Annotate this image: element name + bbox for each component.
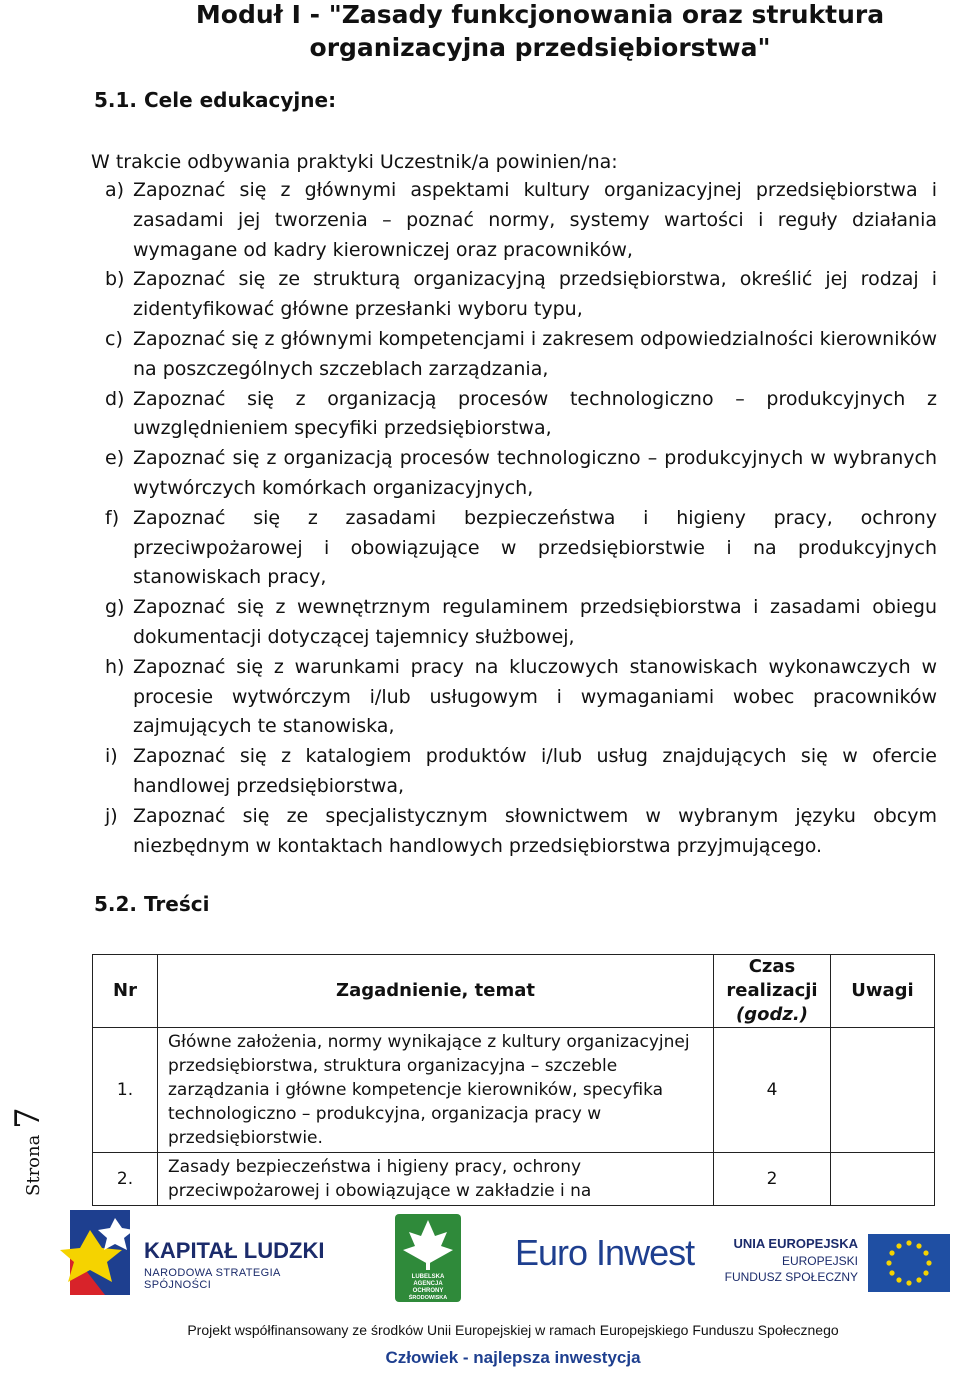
table-row (93, 1153, 935, 1206)
list-item-text: Zapoznać się z głównymi aspektami kultury organizacyjnej przedsiębiorstwa i zasadami jej tworzenia – poznać normy, systemy wartości i reguły działania wymagane od kadry kierowniczej oraz pracowników, (133, 179, 937, 261)
column-header-notes: Uwagi (831, 955, 935, 1028)
column-header-time-line-3: (godz.) (736, 1004, 808, 1025)
list-item-text: Zapoznać się z zasadami bezpieczeństwa i higieny pracy, ochrony przeciwpożarowej i obowiązujące w przedsiębiorstwie i na produkcyjnych stanowiskach pracy, (133, 506, 937, 589)
svg-text:LUBELSKA: LUBELSKA (411, 1274, 445, 1280)
list-item-text: Zapoznać się z wewnętrznym regulaminem przedsiębiorstwa i zasadami obiegu dokumentacji dotyczącej tajemnicy służbowej, (133, 596, 937, 648)
table-row (93, 1028, 935, 1153)
list-item-label: b) (105, 268, 125, 291)
list-item (91, 385, 937, 445)
list-item (91, 802, 937, 862)
intro-text: W trakcie odbywania praktyki Uczestnik/a powinien/na: (91, 151, 618, 173)
table-cell-hours: 2 (714, 1153, 831, 1206)
euro-inwest-logo: Euro Inwest (515, 1232, 695, 1273)
column-header-time (714, 955, 831, 1028)
page-number-label: Strona (23, 1134, 44, 1196)
page-title (120, 0, 960, 64)
list-item (91, 593, 937, 653)
list-item (91, 444, 937, 504)
column-header-time-line-1: Czas (748, 956, 796, 977)
table-cell-notes (831, 1028, 935, 1153)
content-table (92, 954, 935, 1206)
svg-text:OCHRONY: OCHRONY (412, 1288, 444, 1294)
table-cell-nr: 1. (93, 1028, 158, 1153)
list-item-text: Zapoznać się z katalogiem produktów i/lub usług znajdujących się w ofercie handlowej przedsiębiorstwa, (133, 745, 937, 797)
column-header-time-line-2: realizacji (726, 980, 818, 1001)
list-item-label: a) (105, 179, 125, 201)
list-item-text: Zapoznać się z organizacją procesów technologiczno – produkcyjnych z uwzględnieniem specyfiki przedsiębiorstwa, (133, 387, 937, 440)
eu-logo-line-2: EUROPEJSKI (781, 1254, 858, 1268)
list-item-text: Zapoznać się z głównymi kompetencjami i zakresem odpowiedzialności kierowników na poszczególnych szczeblach zarządzania, (133, 327, 937, 380)
svg-text:ŚRODOWISKA: ŚRODOWISKA (408, 1295, 448, 1301)
footer-cofinancing-note: Projekt współfinansowany ze środków Unii Europejskiej w ramach Europejskiego Funduszu Społecznego (187, 1322, 839, 1338)
column-header-topic: Zagadnienie, temat (158, 955, 714, 1028)
list-item-label: h) (105, 655, 125, 678)
table-header-row (93, 955, 935, 1028)
list-item-label: e) (105, 447, 125, 470)
objectives-list (91, 176, 937, 861)
list-item-label: i) (105, 745, 118, 768)
kapital-ludzki-subtitle: NARODOWA STRATEGIA SPÓJNOŚCI (144, 1267, 281, 1291)
list-item (91, 325, 937, 385)
sponsor-logos (60, 1210, 950, 1305)
kapital-ludzki-title: KAPITAŁ LUDZKI (144, 1238, 325, 1263)
table-cell-topic: Główne założenia, normy wynikające z kultury organizacyjnej przedsiębiorstwa, struktura organizacyjna – szczeble zarządzania i główne kompetencje kierowników, specyfika technologiczno – produkcyjna, organizacja pracy w przedsiębiorstwie. (158, 1028, 714, 1153)
eu-logo-line-1: UNIA EUROPEJSKA (733, 1236, 858, 1251)
list-item-label: f) (105, 506, 120, 529)
list-item-label: g) (105, 596, 125, 619)
list-item-text: Zapoznać się ze strukturą organizacyjną przedsiębiorstwa, określić jej rodzaj i zidentyfikować główne przesłanki wyboru typu, (133, 268, 937, 321)
table-cell-nr: 2. (93, 1153, 158, 1206)
eu-flag-icon (868, 1234, 950, 1292)
list-item (91, 265, 937, 325)
section-heading-tresci: 5.2. Treści (94, 892, 210, 916)
list-item (91, 504, 937, 593)
table-cell-hours: 4 (714, 1028, 831, 1153)
list-item (91, 742, 937, 802)
list-item-text: Zapoznać się ze specjalistycznym słownictwem w wybranym języku obcym niezbędnym w kontaktach handlowych przedsiębiorstwa przyjmującego. (133, 804, 937, 857)
page-number-value: 7 (8, 1107, 48, 1129)
svg-text:AGENCJA: AGENCJA (413, 1281, 443, 1287)
list-item-text: Zapoznać się z organizacją procesów technologiczno – produkcyjnych w wybranych wytwórczych komórkach organizacyjnych, (133, 447, 937, 499)
kapital-ludzki-logo (60, 1210, 350, 1305)
footer-slogan: Człowiek - najlepsza inwestycja (385, 1348, 641, 1367)
page-number (8, 1107, 48, 1196)
list-item-label: c) (105, 327, 123, 350)
list-item (91, 176, 937, 265)
laos-logo-icon (395, 1214, 461, 1302)
eu-logo-line-3: FUNDUSZ SPOŁECZNY (724, 1270, 858, 1284)
table-cell-notes (831, 1153, 935, 1206)
list-item (91, 653, 937, 742)
kapital-ludzki-emblem-icon (60, 1210, 140, 1305)
list-item-label: d) (105, 387, 125, 410)
table-cell-topic: Zasady bezpieczeństwa i higieny pracy, ochrony przeciwpożarowej i obowiązujące w zakładzie i na (158, 1153, 714, 1206)
column-header-nr: Nr (93, 955, 158, 1028)
section-heading-cele: 5.1. Cele edukacyjne: (94, 88, 337, 112)
list-item-label: j) (105, 804, 118, 827)
page-title-line-2: organizacyjna przedsiębiorstwa" (309, 33, 771, 62)
list-item-text: Zapoznać się z warunkami pracy na kluczowych stanowiskach wykonawczych w procesie wytwórczym i/lub usługowym i wymaganiami wobec pracowników zajmujących te stanowiska, (133, 655, 937, 738)
page-title-line-1: Moduł I - "Zasady funkcjonowania oraz struktura (195, 0, 885, 29)
